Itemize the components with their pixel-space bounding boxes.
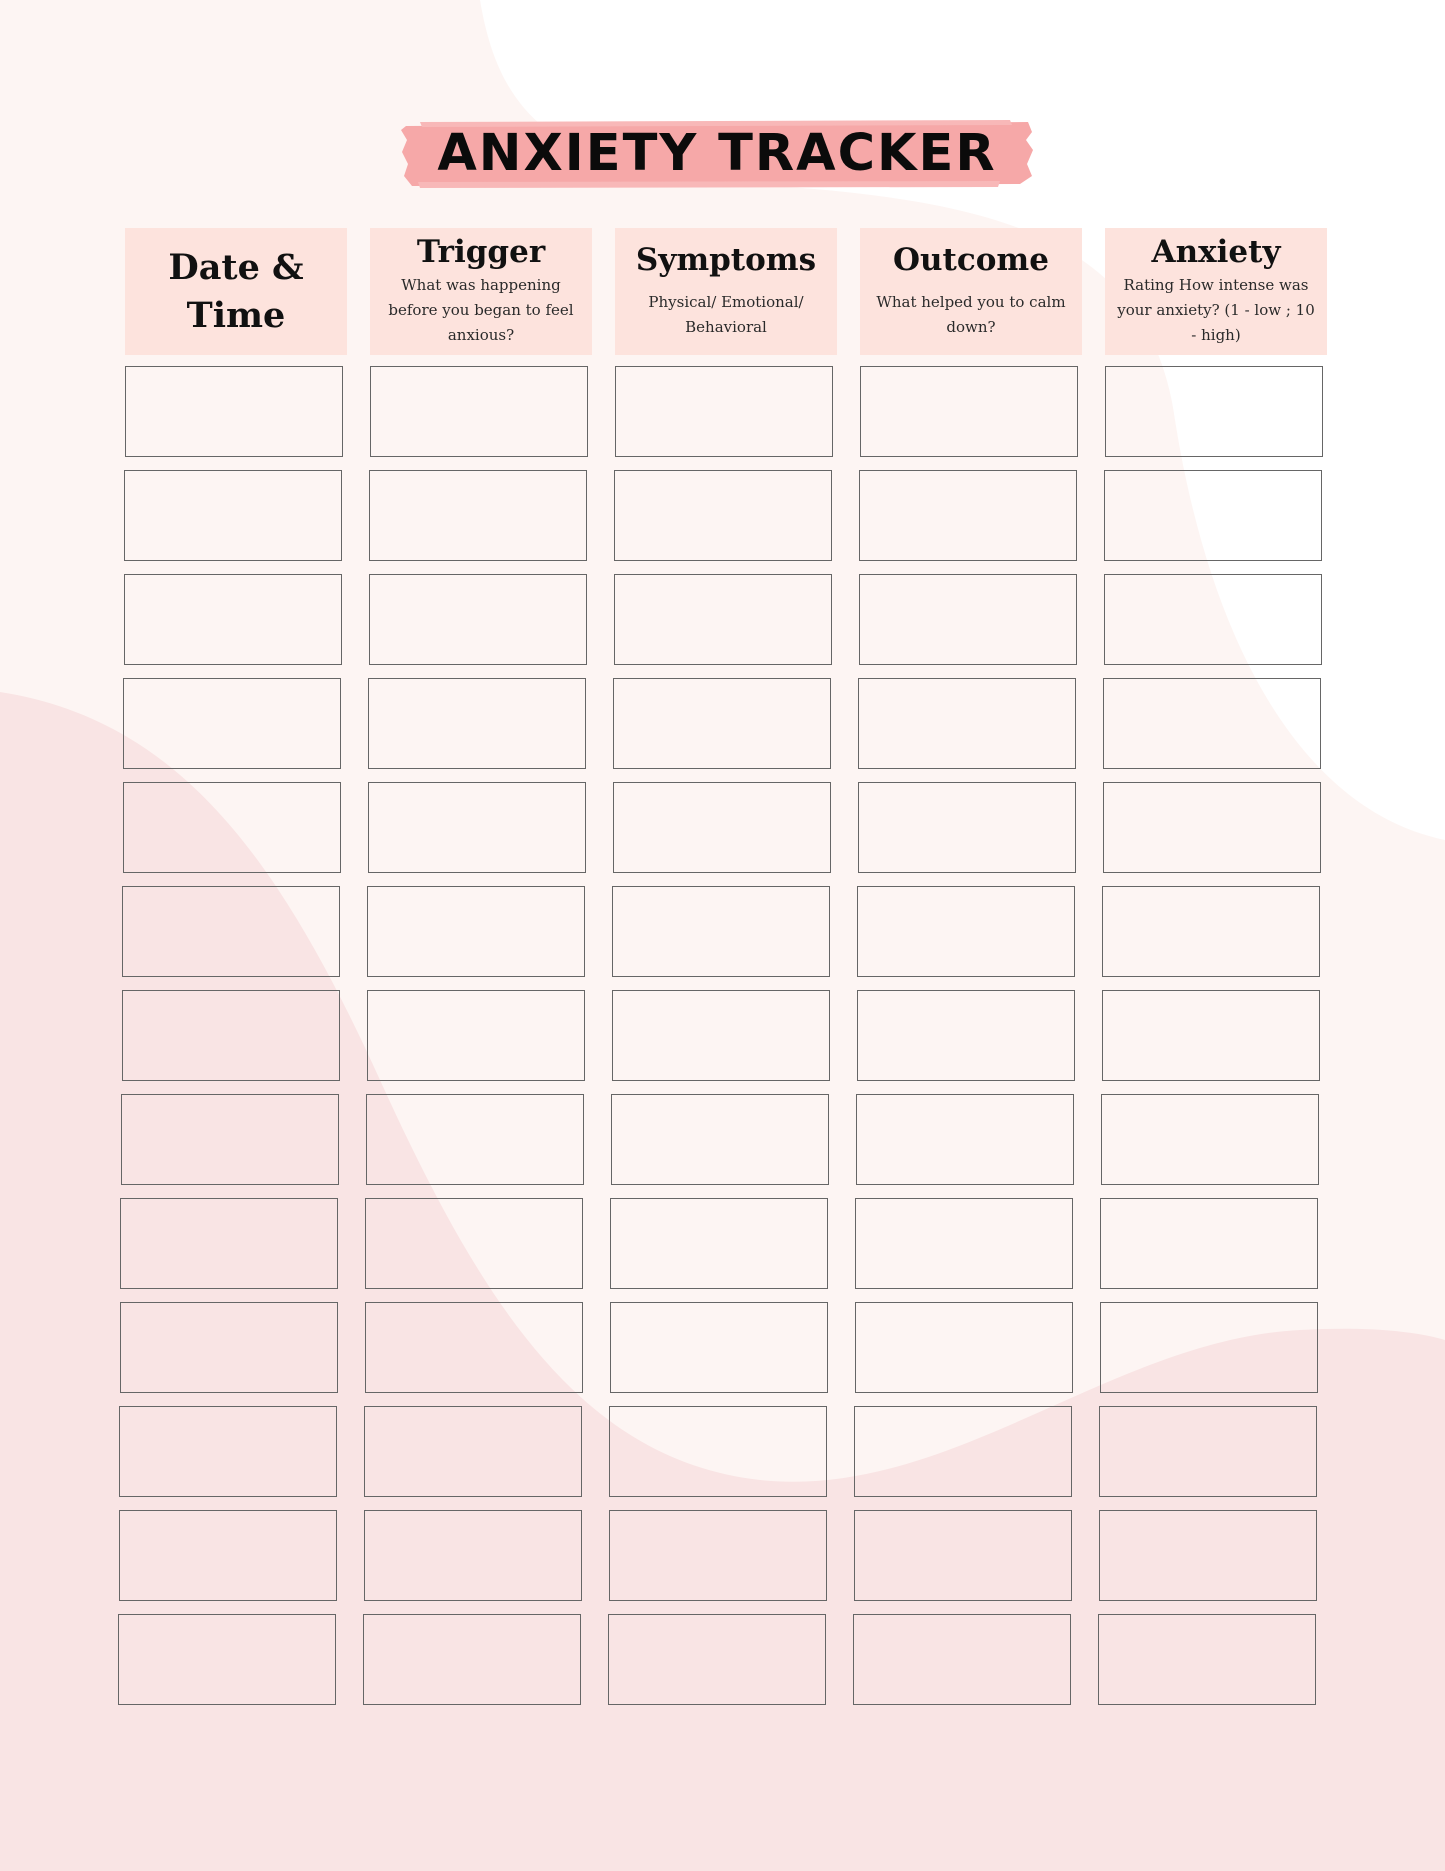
entry-cell-r13-c2[interactable] [363, 1614, 581, 1705]
entry-cell-r5-c5[interactable] [1103, 782, 1321, 873]
entry-cell-r1-c4[interactable] [860, 366, 1078, 457]
entry-cell-r10-c4[interactable] [855, 1302, 1073, 1393]
entry-cell-r3-c1[interactable] [124, 574, 342, 665]
entry-cell-r6-c4[interactable] [857, 886, 1075, 977]
entry-cell-r2-c1[interactable] [124, 470, 342, 561]
entry-cell-r5-c4[interactable] [858, 782, 1076, 873]
entry-cell-r9-c4[interactable] [855, 1198, 1073, 1289]
entry-cell-r7-c3[interactable] [612, 990, 830, 1081]
entry-cell-r7-c1[interactable] [122, 990, 340, 1081]
column-header-3 [860, 228, 1082, 355]
entry-cell-r8-c4[interactable] [856, 1094, 1074, 1185]
entry-cell-r8-c5[interactable] [1101, 1094, 1319, 1185]
entry-cell-r4-c5[interactable] [1103, 678, 1321, 769]
entry-cell-r5-c2[interactable] [368, 782, 586, 873]
column-title: Outcome [893, 241, 1049, 278]
entry-cell-r5-c3[interactable] [613, 782, 831, 873]
entry-cell-r6-c3[interactable] [612, 886, 830, 977]
entry-cell-r11-c1[interactable] [119, 1406, 337, 1497]
column-title: Symptoms [635, 241, 817, 278]
entry-cell-r11-c5[interactable] [1099, 1406, 1317, 1497]
entry-cell-r11-c3[interactable] [609, 1406, 827, 1497]
entry-cell-r9-c3[interactable] [610, 1198, 828, 1289]
entry-cell-r13-c1[interactable] [118, 1614, 336, 1705]
entry-cell-r13-c3[interactable] [608, 1614, 826, 1705]
column-header-0 [125, 228, 347, 355]
entry-cell-r6-c2[interactable] [367, 886, 585, 977]
column-title: Date & Time [168, 247, 304, 336]
entry-cell-r8-c1[interactable] [121, 1094, 339, 1185]
entry-cell-r10-c3[interactable] [610, 1302, 828, 1393]
entry-cell-r6-c5[interactable] [1102, 886, 1320, 977]
column-subtitle: Physical/ Emotional/ Behavioral [648, 293, 804, 337]
entry-cell-r4-c2[interactable] [368, 678, 586, 769]
entry-cell-r12-c2[interactable] [364, 1510, 582, 1601]
column-title: Trigger [416, 234, 546, 271]
entry-cell-r7-c5[interactable] [1102, 990, 1320, 1081]
entry-cell-r2-c3[interactable] [614, 470, 832, 561]
entry-cell-r12-c5[interactable] [1099, 1510, 1317, 1601]
entry-cell-r10-c2[interactable] [365, 1302, 583, 1393]
entry-cell-r2-c2[interactable] [369, 470, 587, 561]
page-title: ANXIETY TRACKER [437, 123, 997, 183]
entry-cell-r12-c1[interactable] [119, 1510, 337, 1601]
entry-cell-r5-c1[interactable] [123, 782, 341, 873]
column-title: Anxiety [1151, 234, 1281, 271]
column-subtitle: Rating How intense was your anxiety? (1 - low ; 10 - high) [1117, 275, 1315, 344]
entry-cell-r4-c4[interactable] [858, 678, 1076, 769]
column-header-2 [615, 228, 837, 355]
entry-cell-r11-c4[interactable] [854, 1406, 1072, 1497]
entry-cell-r6-c1[interactable] [122, 886, 340, 977]
entry-cell-r3-c4[interactable] [859, 574, 1077, 665]
entry-cell-r11-c2[interactable] [364, 1406, 582, 1497]
entry-cell-r1-c2[interactable] [370, 366, 588, 457]
column-header-4 [1105, 228, 1327, 355]
entry-cell-r9-c1[interactable] [120, 1198, 338, 1289]
entry-cell-r4-c1[interactable] [123, 678, 341, 769]
entry-cell-r4-c3[interactable] [613, 678, 831, 769]
entry-cell-r2-c4[interactable] [859, 470, 1077, 561]
entry-cell-r12-c4[interactable] [854, 1510, 1072, 1601]
entry-cell-r8-c2[interactable] [366, 1094, 584, 1185]
entry-cell-r1-c3[interactable] [615, 366, 833, 457]
entry-cell-r1-c5[interactable] [1105, 366, 1323, 457]
entry-cell-r10-c1[interactable] [120, 1302, 338, 1393]
entry-cell-r7-c2[interactable] [367, 990, 585, 1081]
entry-cell-r7-c4[interactable] [857, 990, 1075, 1081]
entry-cell-r9-c5[interactable] [1100, 1198, 1318, 1289]
entry-cell-r12-c3[interactable] [609, 1510, 827, 1601]
entry-cell-r9-c2[interactable] [365, 1198, 583, 1289]
column-subtitle: What was happening before you began to feel anxious? [388, 275, 574, 344]
entry-cell-r1-c1[interactable] [125, 366, 343, 457]
entry-cell-r3-c2[interactable] [369, 574, 587, 665]
entry-cell-r13-c5[interactable] [1098, 1614, 1316, 1705]
column-header-1 [370, 228, 592, 355]
entry-cell-r10-c5[interactable] [1100, 1302, 1318, 1393]
entry-cell-r8-c3[interactable] [611, 1094, 829, 1185]
column-subtitle: What helped you to calm down? [876, 293, 1066, 337]
title-banner [400, 118, 1034, 188]
entry-cell-r13-c4[interactable] [853, 1614, 1071, 1705]
entry-cell-r2-c5[interactable] [1104, 470, 1322, 561]
entry-cell-r3-c5[interactable] [1104, 574, 1322, 665]
entry-cell-r3-c3[interactable] [614, 574, 832, 665]
